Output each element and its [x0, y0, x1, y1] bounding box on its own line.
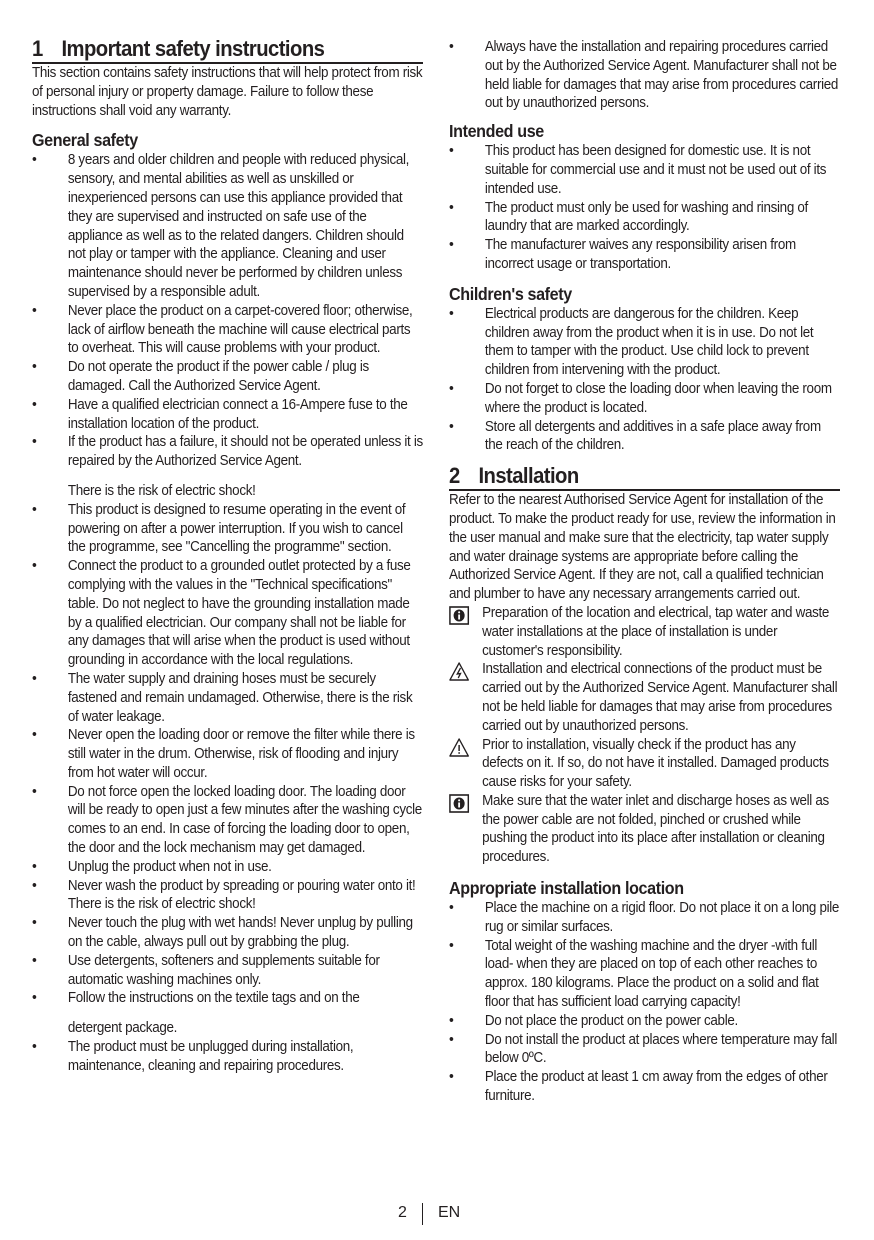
section-2-intro: Refer to the nearest Authorised Service Agent for installation of the product. To make the product ready for use, review the information in the user manual and make sure that the electricity, tap water supply and water drainage systems are appropriate before calling the Authorized Service Agent. If they are not, call a qualified technician and plumber to have any necessary arrangements carried out. [449, 492, 836, 603]
right-column [449, 38, 840, 1106]
electric-warning-icon [449, 662, 469, 681]
intended-use-list [449, 142, 840, 274]
note-text: Installation and electrical connections of the product must be carried out by the Authorized Service Agent. Manufacturer shall not be held liable for damages that may arise from procedures carried out by unauthorized persons. [482, 661, 838, 734]
list-item: • 8 years and older children and people with reduced physical, sensory, and mental abilities as well as unskilled or inexperienced persons can use this appliance provided that they are supervised and instructed on safe use of the appliance as well as to the related dangers. Children should not play or tamper with the appliance. Cleaning and user maintenance should never be performed by children unless supervised by a responsible adult. [32, 151, 423, 301]
list-item: • The product must only be used for washing and rinsing of laundry that are marked accordingly. [449, 199, 840, 237]
note-row [449, 736, 840, 792]
list-item: • Electrical products are dangerous for the children. Keep children away from the product when it is in use. Do not let them to tamper with the product. Use child lock to prevent children from intervening with the product. [449, 305, 840, 380]
list-item: • Store all detergents and additives in a safe place away from the reach of the children. [449, 418, 840, 456]
list-item-continuation: detergent package. [67, 1020, 178, 1037]
childrens-safety-heading: Children's safety [449, 283, 572, 304]
note-text: Make sure that the water inlet and discharge hoses as well as the power cable are not folded, pinched or crushed while pushing the product into its place after installation or cleaning procedures. [482, 792, 829, 866]
left-column [32, 36, 423, 1076]
list-item: • The water supply and draining hoses must be securely fastened and remain undamaged. Otherwise, there is the risk of water leakage. [32, 670, 423, 726]
list-item: • Have a qualified electrician connect a 16-Ampere fuse to the installation location of the product. [32, 396, 423, 434]
list-item: • If the product has a failure, it should not be operated unless it is repaired by the Authorized Service Agent. [32, 433, 423, 471]
list-item: • Never wash the product by spreading or pouring water onto it! There is the risk of electric shock! [32, 877, 423, 915]
page-footer [0, 1204, 874, 1226]
list-item: • Never open the loading door or remove the filter while there is still water in the drum. Otherwise, risk of flooding and injury from hot water will occur. [32, 726, 423, 782]
general-safety-list [32, 151, 423, 471]
section-1-title-text: Important safety instructions [61, 36, 325, 61]
intended-use-heading: Intended use [449, 121, 544, 142]
warning-icon [449, 738, 469, 757]
electric-shock-note: There is the risk of electric shock! [67, 482, 256, 499]
language-code: EN [438, 1204, 461, 1221]
list-item: • Connect the product to a grounded outlet protected by a fuse complying with the values in the "Technical specifications" table. Do not neglect to have the grounding installation made by a qualified electrician. Our company shall not be liable for any damages that will arise when the product is used without grounding in accordance with the local regulations. [32, 557, 423, 670]
list-item: • Follow the instructions on the textile tags and on the [32, 989, 423, 1008]
section-2-title-text: Installation [478, 463, 579, 489]
childrens-safety-list [449, 305, 840, 455]
list-item: • Do not operate the product if the power cable / plug is damaged. Call the Authorized Service Agent. [32, 358, 423, 396]
section-1-title [32, 36, 423, 64]
info-icon [449, 606, 469, 625]
list-item: • Use detergents, softeners and supplements suitable for automatic washing machines only. [32, 952, 423, 990]
list-item: • This product is designed to resume operating in the event of powering on after a power interruption. If you wish to cancel the programme, see "Cancelling the programme" section. [32, 501, 423, 557]
note-row [449, 604, 840, 660]
list-item: • Do not force open the locked loading door. The loading door will be ready to open just a few minutes after the washing cycle comes to an end. In case of forcing the loading door to open, the door and the lock mechanism may get damaged. [32, 783, 423, 858]
list-item: • Never place the product on a carpet-covered floor; otherwise, lack of airflow beneath the machine will cause electrical parts to overheat. This will cause problems with your product. [32, 302, 423, 358]
list-item: • The manufacturer waives any responsibility arisen from incorrect usage or transportation. [449, 236, 840, 274]
general-safety-heading: General safety [32, 130, 138, 151]
note-row [449, 792, 840, 867]
list-item: • Always have the installation and repairing procedures carried out by the Authorized Service Agent. Manufacturer shall not be held liable for damages that may arise from procedures carried out by unauthorized persons. [449, 38, 840, 113]
installation-location-heading: Appropriate installation location [449, 878, 684, 899]
section-2-number: 2 [449, 463, 460, 489]
list-item: • Place the machine on a rigid floor. Do not place it on a long pile rug or similar surfaces. [449, 899, 840, 937]
general-safety-list-continued [449, 38, 840, 113]
page-number: 2 [398, 1204, 407, 1221]
info-icon [449, 794, 469, 813]
section-1-intro: This section contains safety instructions that will help protect from risk of personal injury or property damage. Failure to follow these instructions shall void any warranty. [32, 65, 423, 119]
list-item: • Do not place the product on the power cable. [449, 1012, 840, 1031]
general-safety-list-2 [32, 501, 423, 1009]
note-row [449, 660, 840, 735]
note-text: Preparation of the location and electrical, tap water and waste water installations at the place of installation is under customer's responsibility. [482, 604, 830, 659]
list-item: • Total weight of the washing machine and the dryer -with full load- when they are placed on top of each other reaches to approx. 180 kilograms. Place the product on a solid and flat floor that has sufficient load carrying capacity! [449, 937, 840, 1012]
list-item: • Never touch the plug with wet hands! Never unplug by pulling on the cable, always pull out by grabbing the plug. [32, 914, 423, 952]
list-item: • The product must be unplugged during installation, maintenance, cleaning and repairing procedures. [32, 1038, 423, 1076]
section-1-number: 1 [32, 36, 43, 61]
section-2-title [449, 463, 840, 491]
list-item: • Unplug the product when not in use. [32, 858, 423, 877]
general-safety-list-3 [32, 1038, 423, 1076]
list-item: • Do not install the product at places where temperature may fall below 0ºC. [449, 1031, 840, 1069]
note-text: Prior to installation, visually check if the product has any defects on it. If so, do not have it installed. Damaged products cause risks for your safety. [482, 736, 829, 791]
list-item: • Do not forget to close the loading door when leaving the room where the product is located. [449, 380, 840, 418]
list-item: • This product has been designed for domestic use. It is not suitable for commercial use and it must not be used out of its intended use. [449, 142, 840, 198]
footer-divider [422, 1203, 423, 1225]
list-item: • Place the product at least 1 cm away from the edges of other furniture. [449, 1068, 840, 1106]
installation-location-list [449, 899, 840, 1106]
